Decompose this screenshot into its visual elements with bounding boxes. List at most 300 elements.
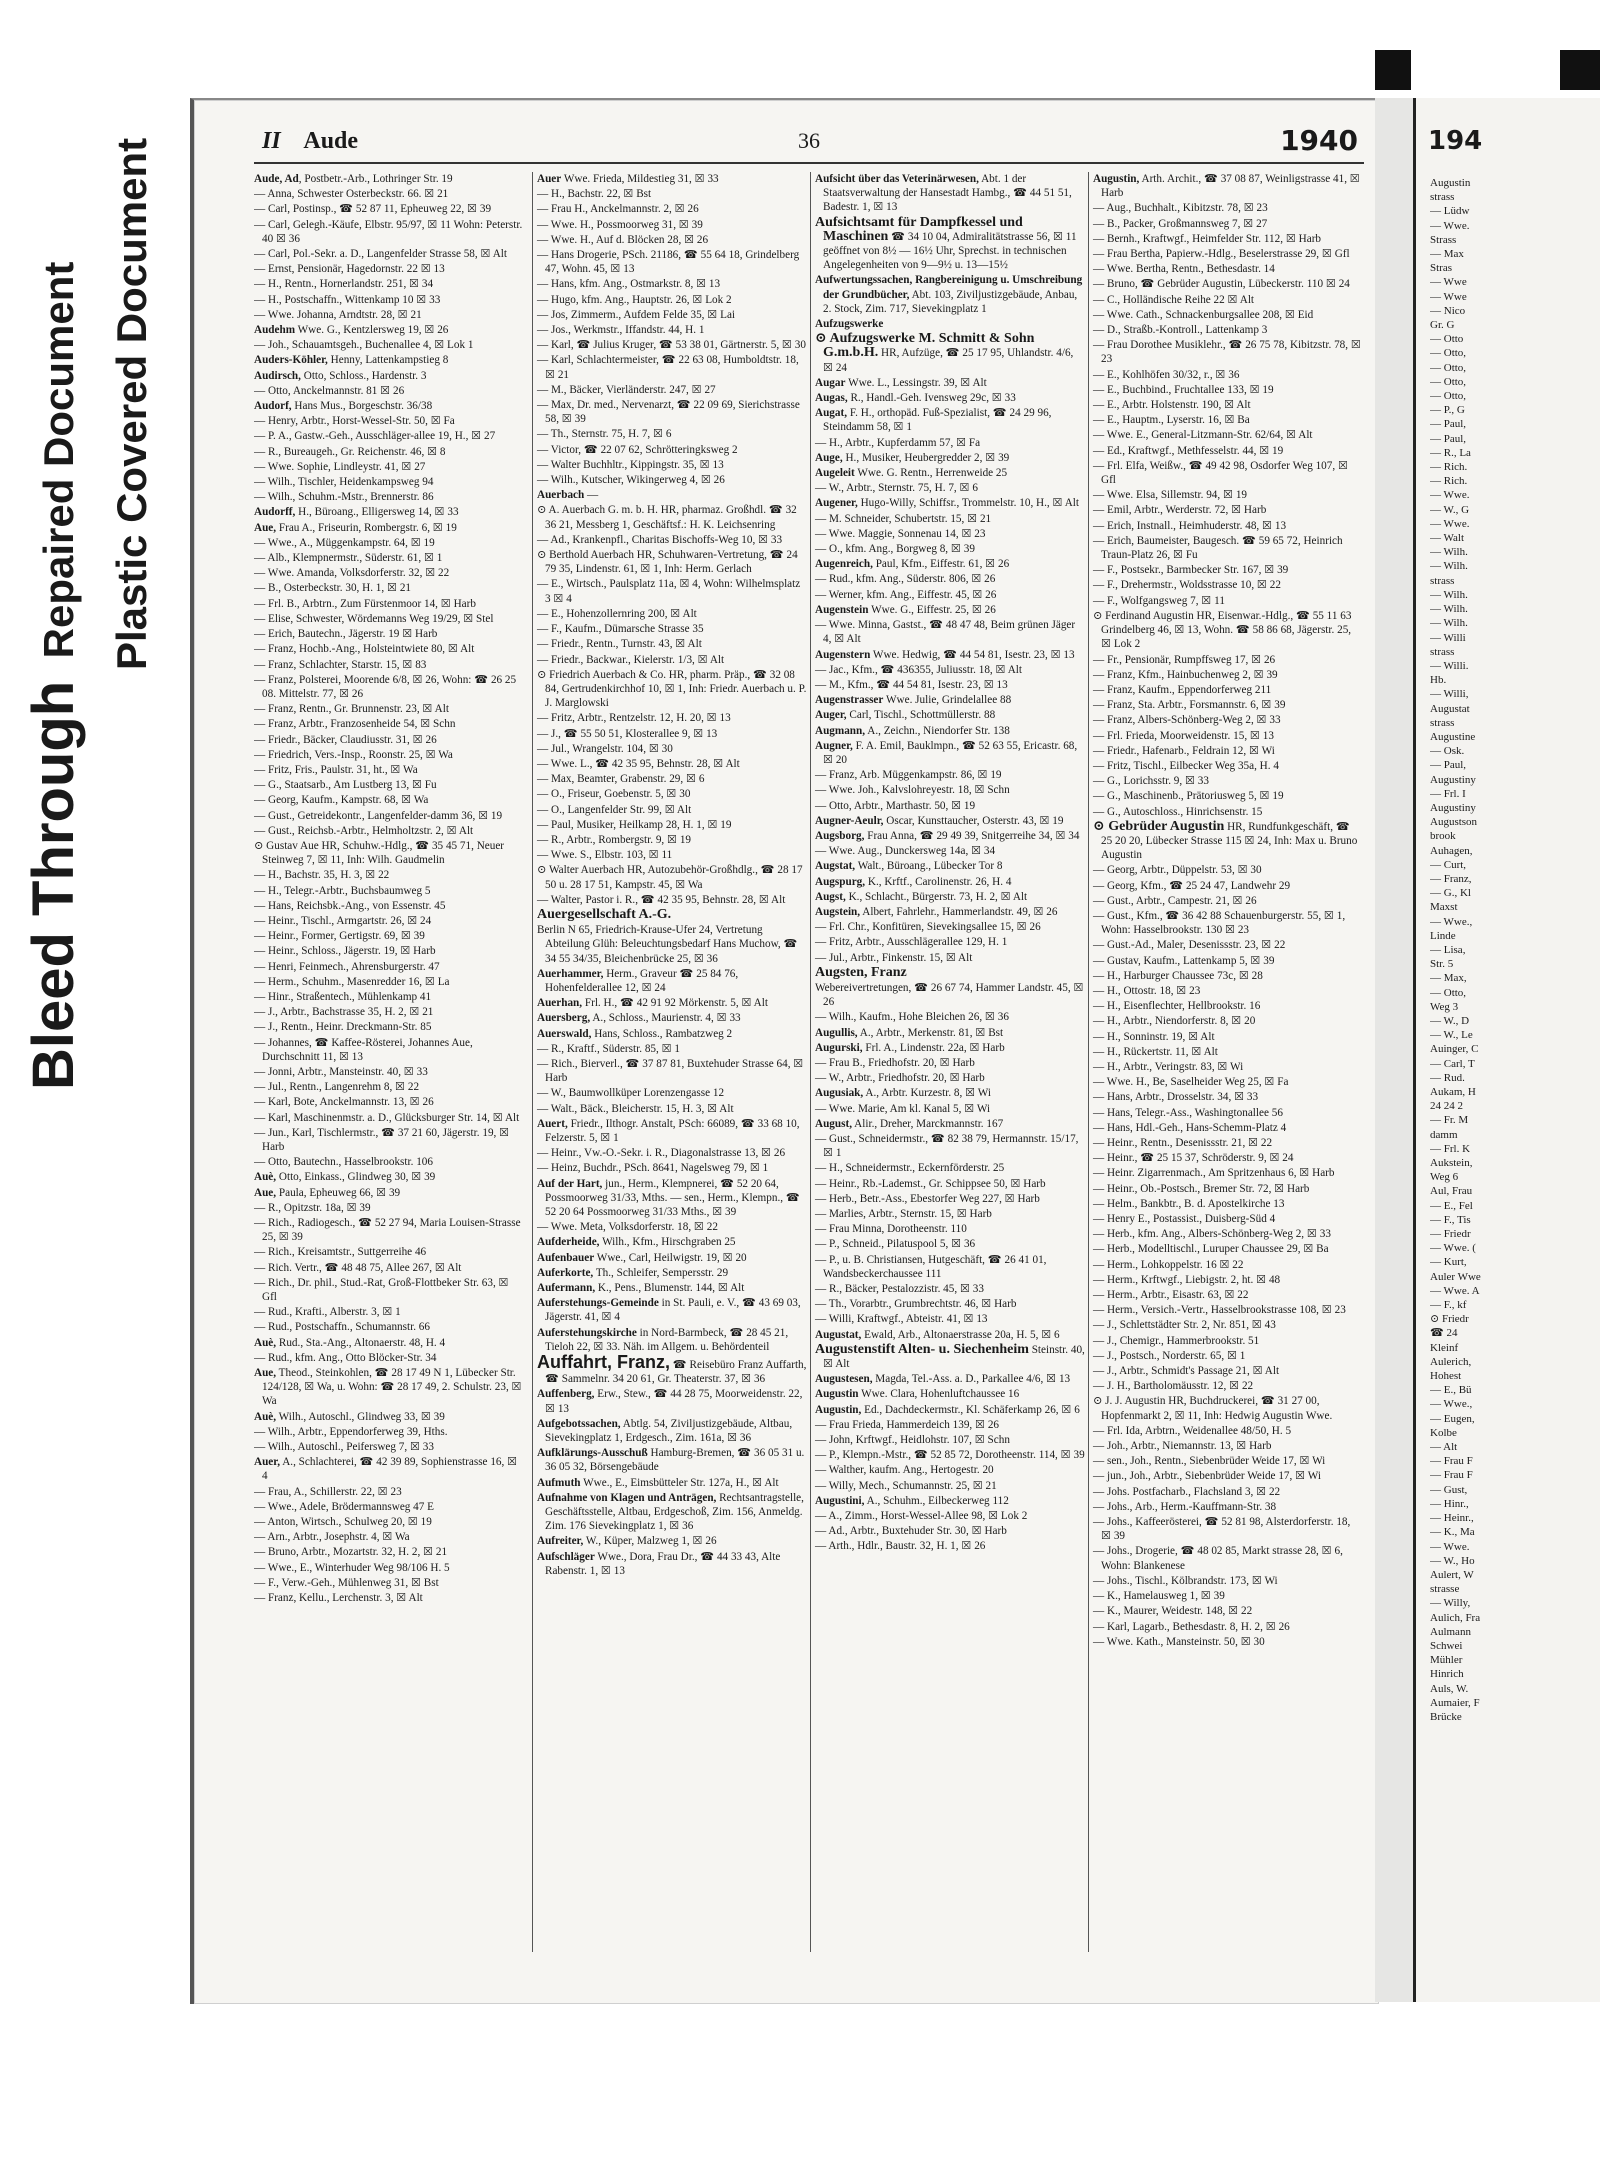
directory-entry: [254, 1245, 524, 1259]
entry-details: — Wwe. H., Be, Saselheider Weg 25, ☒ Fa: [1093, 1076, 1289, 1089]
directory-entry: [537, 233, 807, 247]
adjacent-page-line: Gr. G: [1430, 319, 1455, 332]
entry-details: — Th., Sternstr. 75, H. 7, ☒ 6: [537, 428, 672, 441]
entry-details: — J., Postsch., Norderstr. 65, ☒ 1: [1093, 1349, 1246, 1362]
adjacent-page-line: Augustat: [1430, 702, 1470, 715]
entry-details: — H., Bachstr. 22, ☒ Bst: [537, 188, 652, 201]
directory-entry: [815, 1132, 1085, 1160]
adjacent-page-line: Aukam, H: [1430, 1086, 1476, 1098]
entry-details: — Wwe. Joh., Kalvslohreyestr. 18, ☒ Schn: [815, 784, 1010, 797]
entry-details: — F., Verw.-Geh., Mühlenweg 31, ☒ Bst: [254, 1576, 439, 1589]
directory-entry: [1093, 820, 1363, 863]
entry-surname: Augenstern: [815, 648, 871, 661]
entry-details: — Heinr., ☎ 25 15 37, Schröderstr. 9, ☒ 24: [1093, 1152, 1294, 1165]
adjacent-page-line: Brücke: [1430, 1710, 1462, 1723]
entry-details: — W., Arbtr., Sternstr. 75, H. 7, ☒ 6: [815, 482, 978, 495]
directory-entry: [815, 1494, 1085, 1508]
directory-entry: [1093, 1151, 1363, 1165]
entry-details: — Rud., Postschaffn., Schumannstr. 66: [254, 1321, 430, 1334]
adjacent-page-line: — W., D: [1430, 1014, 1470, 1027]
entry-surname: Augsborg,: [815, 829, 865, 842]
directory-entry: [254, 551, 524, 565]
entry-details: HR, Aufzüge, ☎ 25 17 95, Uhlandstr. 4/6, ☒ 24: [823, 347, 1074, 374]
directory-entry: [1093, 1273, 1363, 1287]
entry-details: Wwe. L., Lessingstr. 39, ☒ Alt: [845, 376, 987, 389]
entry-details: A., Schuhm., Eilbeckerweg 112: [864, 1494, 1009, 1507]
directory-entry: [254, 1261, 524, 1275]
entry-details: Wwe. Julie, Grindelallee 88: [883, 694, 1012, 707]
directory-entry: [1093, 1604, 1363, 1618]
directory-entry: [1093, 894, 1363, 908]
entry-details: A., Zeichn., Niendorfer Str. 138: [865, 724, 1010, 737]
entry-details: — Ed., Kraftwgf., Methfesselstr. 44, ☒ 19: [1093, 444, 1284, 457]
entry-details: Wilh., Autoschl., Glindweg 33, ☒ 39: [276, 1410, 445, 1423]
entry-details: — Hans, Reichsbk.-Ang., von Essenstr. 45: [254, 899, 446, 912]
entry-surname: Augstat,: [815, 860, 856, 873]
directory-entry: [254, 308, 524, 322]
directory-entry: [815, 1343, 1085, 1371]
entry-details: — Wwe. L., ☎ 42 35 95, Behnstr. 28, ☒ Alt: [537, 757, 740, 770]
entry-surname: Augener,: [815, 497, 858, 510]
directory-entry: [537, 1057, 807, 1085]
entry-details: Wwe., E., Eimsbütteler Str. 127a, H., ☒ Alt: [580, 1476, 779, 1489]
entry-surname: Aufnahme von Klagen und Anträgen,: [537, 1491, 717, 1504]
directory-entry: [537, 488, 807, 502]
entry-details: Paula, Epheuweg 66, ☒ 39: [276, 1186, 401, 1199]
entry-details: — Joh., Schauamtsgeh., Buchenallee 4, ☒ Lok 1: [254, 339, 474, 352]
directory-entry: [254, 944, 524, 958]
entry-details: — Rich. Vertr., ☎ 48 48 75, Allee 267, ☒ Alt: [254, 1261, 462, 1274]
directory-entry: [815, 603, 1085, 617]
adjacent-page-line: strass: [1430, 645, 1455, 658]
directory-entry: [1093, 1242, 1363, 1256]
entry-details: — H., Bachstr. 35, H. 3, ☒ 22: [254, 869, 390, 882]
directory-entry: [254, 748, 524, 762]
adjacent-page-line: — W., Ho: [1430, 1554, 1475, 1567]
entry-details: Erw., Stew., ☎ 44 28 75, Moorweidenstr. 22, ☒ 13: [545, 1388, 803, 1415]
directory-entry: [815, 1418, 1085, 1432]
directory-entry: [254, 717, 524, 731]
directory-entry: [254, 172, 524, 186]
directory-entry: [1093, 1439, 1363, 1453]
directory-entry: [254, 597, 524, 611]
directory-entry: [537, 1417, 807, 1445]
entry-details: W., Küper, Malzweg 1, ☒ 26: [583, 1535, 717, 1548]
directory-entry: [254, 1305, 524, 1319]
page-header: [254, 122, 1364, 164]
entry-surname: Aufmuth: [537, 1476, 581, 1489]
entry-details: — Wwe. H., Possmoorweg 31, ☒ 39: [537, 218, 703, 231]
entry-details: — Gustav, Kaufm., Lattenkamp 5, ☒ 39: [1093, 954, 1275, 967]
entry-details: — Franz, Sta. Arbtr., Forsmannstr. 6, ☒ 39: [1093, 699, 1286, 712]
adjacent-page-line: — Paul,: [1430, 418, 1467, 431]
entry-details: — Fritz, Arbtr., Ausschlägerallee 129, H. 1: [815, 936, 1008, 949]
entry-details: — Henry E., Postassist., Duisberg-Süd 4: [1093, 1213, 1276, 1226]
entry-details: — Jul., Rentn., Langenrehm 8, ☒ 22: [254, 1081, 420, 1094]
entry-details: — Victor, ☎ 22 07 62, Schrötteringksweg 2: [537, 443, 738, 456]
entry-details: — Frl. B., Arbtrn., Zum Fürstenmoor 14, ☒ Harb: [254, 597, 476, 610]
header-year: 1940: [1280, 124, 1358, 157]
entry-details: — J., Rentn., Heinr. Dreckmann-Str. 85: [254, 1021, 432, 1034]
entry-details: — H., Arbtr., Veringstr. 83, ☒ Wi: [1093, 1060, 1244, 1073]
directory-entry: [1093, 1166, 1363, 1180]
directory-entry: [537, 1102, 807, 1116]
entry-details: — R., Bureaugeh., Gr. Reichenstr. 46, ☒ 8: [254, 445, 446, 458]
directory-entry: [815, 572, 1085, 586]
adjacent-page-line: Augustine: [1430, 730, 1476, 743]
adjacent-page-line: — Frl. I: [1430, 787, 1466, 800]
directory-column-4: [1088, 172, 1363, 1952]
directory-entry: [537, 187, 807, 201]
directory-entry: [815, 1312, 1085, 1326]
entry-details: — Henry, Arbtr., Horst-Wessel-Str. 50, ☒ Fa: [254, 415, 455, 428]
directory-entry: [815, 332, 1085, 375]
directory-entry: [254, 1276, 524, 1304]
entry-details: — John, Krftwgf., Heidlohstr. 107, ☒ Schn: [815, 1434, 1010, 1447]
directory-entry: [1093, 1288, 1363, 1302]
directory-columns: [254, 172, 1364, 1952]
entry-details: Oscar, Kunsttaucher, Osterstr. 43, ☒ 19: [883, 814, 1064, 827]
entry-details: — Karl, ☎ Julius Kruger, ☎ 53 38 01, Gärtnerstr. 5, ☒ 30: [537, 339, 806, 352]
directory-entry: [815, 693, 1085, 707]
entry-surname: Augustin,: [815, 1403, 862, 1416]
entry-details: , Postbetr.-Arb., Lothringer Str. 19: [298, 173, 453, 185]
directory-entry: [1093, 308, 1363, 322]
directory-entry: [254, 884, 524, 898]
entry-details: Otto, Einkass., Glindweg 30, ☒ 39: [276, 1171, 436, 1184]
entry-details: — Herm., Versich.-Vertr., Hasselbrookstrasse 108, ☒ 23: [1093, 1304, 1346, 1317]
directory-entry: [815, 1387, 1085, 1401]
entry-details: — Wwe., A., Müggenkampstr. 64, ☒ 19: [254, 536, 435, 549]
directory-entry: [1093, 201, 1363, 215]
entry-details: — Herm., Arbtr., Eisastr. 63, ☒ 22: [1093, 1289, 1249, 1302]
entry-details: Arth. Archit., ☎ 37 08 87, Weinligstrasse 41, ☒ Harb: [1101, 173, 1360, 200]
entry-details: — Fritz, Arbtr., Rentzelstr. 12, H. 20, ☒ 13: [537, 712, 731, 725]
directory-entry: [1093, 1212, 1363, 1226]
adjacent-page-line: Mühler: [1430, 1654, 1463, 1667]
directory-entry: [537, 1027, 807, 1041]
entry-details: — Helm., Bankbtr., B. d. Apostelkirche 13: [1093, 1197, 1285, 1210]
entry-details: — Carl, Pol.-Sekr. a. D., Langenfelder Strasse 58, ☒ Alt: [254, 248, 508, 261]
entry-details: — Wilh., Tischler, Heidenkampsweg 94: [254, 476, 434, 489]
entry-surname: Aue,: [254, 521, 277, 534]
directory-entry: [815, 783, 1085, 797]
book-gutter: [1375, 98, 1413, 2002]
directory-column-1: [254, 172, 524, 1952]
directory-entry: [815, 905, 1085, 919]
entry-details: — Wwe. Sophie, Lindleystr. 41, ☒ 27: [254, 460, 426, 473]
adjacent-page-line: — Otto,: [1430, 361, 1467, 374]
entry-details: — Fr., Pensionär, Rumpffsweg 17, ☒ 26: [1093, 653, 1276, 666]
adjacent-page-line: Aukstein,: [1430, 1157, 1473, 1170]
entry-details: — Bernh., Kraftwgf., Heimfelder Str. 112, ☒ Harb: [1093, 232, 1322, 245]
entry-surname: Auert,: [537, 1117, 568, 1130]
scan-edge-marker-right: [1560, 50, 1600, 90]
directory-entry: [815, 496, 1085, 510]
directory-entry: [1093, 774, 1363, 788]
entry-surname: Aufwertungssachen, Rangbereinigung u. Umschreibung der Grundbücher,: [815, 274, 1083, 301]
directory-entry: [537, 1146, 807, 1160]
directory-entry: [537, 1266, 807, 1280]
directory-entry: [254, 460, 524, 474]
directory-entry: [254, 1425, 524, 1439]
entry-surname: Auferstehungskirche: [537, 1326, 637, 1339]
entry-details: Steinstr. 40, ☒ Alt: [823, 1343, 1085, 1371]
directory-entry: [254, 1065, 524, 1079]
directory-entry: [1093, 1454, 1363, 1468]
adjacent-page-line: — Wwe.: [1430, 517, 1470, 530]
adjacent-page-line: — E., Bü: [1430, 1384, 1472, 1397]
directory-entry: [254, 1485, 524, 1499]
entry-details: — Wilh., Arbtr., Eppendorferweg 39, Hths.: [254, 1425, 448, 1438]
entry-details: — Friedr., Rentn., Turnstr. 43, ☒ Alt: [537, 638, 702, 651]
directory-entry: [1093, 1544, 1363, 1572]
entry-details: Wwe. G., Kentzlersweg 19, ☒ 26: [295, 324, 449, 337]
directory-entry: [815, 436, 1085, 450]
directory-entry: [1093, 668, 1363, 682]
directory-entry: [815, 844, 1085, 858]
entry-details: — Friedr., Hafenarb., Feldrain 12, ☒ Wi: [1093, 744, 1275, 757]
entry-details: ⊙ Walter Auerbach HR, Autozubehör-Großhdlg., ☎ 28 17 50 u. 28 17 51, Kampstr. 45, ☒ Wa: [537, 864, 803, 891]
entry-details: — Jos, Zimmerm., Aufdem Felde 35, ☒ Lai: [537, 308, 736, 321]
entry-details: — R., Opitzstr. 18a, ☒ 39: [254, 1201, 371, 1214]
entry-details: Wwe. G., Eiffestr. 25, ☒ 26: [868, 603, 996, 616]
entry-details: — Elise, Schwester, Wördemanns Weg 19/29, ☒ Stel: [254, 612, 494, 625]
entry-surname: Auge,: [815, 451, 843, 464]
directory-entry: [254, 353, 524, 367]
directory-entry: [254, 1320, 524, 1334]
entry-details: Walt., Büroang., Lübecker Tor 8: [855, 860, 1003, 873]
adjacent-page-line: — Lisa,: [1430, 943, 1466, 956]
entry-details: Henny, Lattenkampstieg 8: [327, 354, 449, 367]
adjacent-page-line: Linde: [1430, 929, 1456, 942]
entry-details: Otto, Schloss., Hardenstr. 3: [300, 369, 427, 382]
directory-entry: [537, 893, 807, 907]
directory-entry: [815, 981, 1085, 1009]
directory-entry: [1093, 503, 1363, 517]
entry-details: — Georg, Kaufm., Kampstr. 68, ☒ Wa: [254, 794, 429, 807]
directory-entry: [1093, 984, 1363, 998]
entry-details: Frl. A., Lindenstr. 22a, ☒ Harb: [862, 1041, 1005, 1054]
directory-entry: [815, 799, 1085, 813]
entry-surname: Auergesellschaft A.-G.: [537, 906, 672, 922]
directory-entry: [537, 996, 807, 1010]
adjacent-page-line: — Fr. M: [1430, 1114, 1469, 1127]
directory-entry: [815, 935, 1085, 949]
entry-details: — Franz, Arb. Müggenkampstr. 86, ☒ 19: [815, 769, 1002, 782]
adjacent-page-line: — Alt: [1430, 1441, 1458, 1454]
adjacent-page-lines: [1430, 176, 1600, 1956]
directory-entry: [815, 1448, 1085, 1462]
entry-details: — Otto, Arbtr., Marthastr. 50, ☒ 19: [815, 799, 976, 812]
entry-details: — Rich., Dr. phil., Stud.-Rat, Groß-Flottbeker Str. 63, ☒ Gfl: [254, 1276, 509, 1304]
directory-entry: [815, 216, 1085, 273]
entry-details: — Johs., Drogerie, ☎ 48 02 85, Markt strasse 28, ☒ 6, Wohn: Blankenese: [1093, 1545, 1343, 1572]
entry-surname: Audirsch,: [254, 369, 301, 382]
entry-details: — Karl, Lagarb., Bethesdastr. 8, H. 2, ☒ 26: [1093, 1620, 1290, 1633]
directory-entry: [815, 966, 1085, 980]
adjacent-page-line: — Wwe. A: [1430, 1284, 1480, 1297]
entry-details: — G., Autoschloss., Hinrichsenstr. 15: [1093, 805, 1263, 818]
directory-entry: [537, 218, 807, 232]
directory-entry: [815, 1237, 1085, 1251]
entry-details: — Erich, Bautechn., Jägerstr. 19 ☒ Harb: [254, 628, 438, 641]
entry-details: — Ad., Arbtr., Buxtehuder Str. 30, ☒ Harb: [815, 1525, 1007, 1538]
directory-entry: [1093, 698, 1363, 712]
directory-entry: [537, 908, 807, 922]
directory-entry: [537, 443, 807, 457]
directory-entry: [1093, 805, 1363, 819]
directory-entry: [815, 951, 1085, 965]
directory-entry: [815, 1539, 1085, 1553]
entry-details: — Rich., Radiogesch., ☎ 52 27 94, Maria Louisen-Strasse 25, ☒ 39: [254, 1217, 521, 1244]
directory-entry: [815, 1524, 1085, 1538]
entry-surname: Augeleit: [815, 467, 855, 480]
directory-column-2: [532, 172, 807, 1952]
directory-entry: [815, 376, 1085, 390]
entry-details: — Carl, Postinsp., ☎ 52 87 11, Epheuweg 22, ☒ 39: [254, 203, 492, 216]
entry-details: — K., Hamelausweg 1, ☒ 39: [1093, 1590, 1225, 1603]
directory-entry: [254, 868, 524, 882]
entry-details: H., Musiker, Heubergredder 2, ☒ 39: [842, 451, 1010, 464]
entry-details: — M. Schneider, Schubertstr. 15, ☒ 21: [815, 512, 992, 525]
adjacent-page-line: — Wwe.: [1430, 489, 1470, 502]
entry-details: — Hugo, kfm. Ang., Hauptstr. 26, ☒ Lok 2: [537, 293, 732, 306]
entry-details: ⊙ Berthold Auerbach HR, Schuhwaren-Vertretung, ☎ 24 79 35, Lindenstr. 61, ☒ 1, Inh: Herm. Gerlach: [537, 549, 798, 576]
directory-entry: [254, 778, 524, 792]
directory-entry: [254, 702, 524, 716]
entry-surname: Auersberg,: [537, 1012, 591, 1025]
entry-details: — Herb., Betr.-Ass., Ebestorfer Weg 227, ☒ Harb: [815, 1192, 1040, 1205]
directory-entry: [254, 990, 524, 1004]
directory-entry: [1093, 1318, 1363, 1332]
entry-details: — M., Bäcker, Vierländerstr. 247, ☒ 27: [537, 383, 716, 396]
directory-entry: [815, 1509, 1085, 1523]
directory-entry: [537, 398, 807, 426]
directory-entry: [815, 724, 1085, 738]
directory-entry: [1093, 1045, 1363, 1059]
adjacent-page-line: — Wilh.: [1430, 588, 1468, 601]
directory-entry: [1093, 969, 1363, 983]
entry-surname: Aufreiter,: [537, 1535, 584, 1548]
entry-details: — H., Rentn., Hornerlandstr. 251, ☒ 34: [254, 278, 434, 291]
directory-entry: [254, 1455, 524, 1483]
adjacent-page-line: — R., La: [1430, 446, 1471, 459]
directory-entry: [1093, 413, 1363, 427]
directory-entry: [1093, 1469, 1363, 1483]
entry-details: — Herb., kfm. Ang., Albers-Schönberg-Weg 2, ☒ 33: [1093, 1228, 1331, 1241]
entry-details: — F., Drehermstr., Woldsstrasse 10, ☒ 22: [1093, 579, 1281, 592]
entry-details: — Walter Buchhltr., Kippingstr. 35, ☒ 13: [537, 458, 724, 471]
directory-entry: [815, 172, 1085, 215]
entry-details: — G., Maschinenb., Prätoriusweg 5, ☒ 19: [1093, 790, 1284, 803]
directory-entry: [1093, 534, 1363, 562]
adjacent-page-line: Aulert, W: [1430, 1568, 1474, 1581]
directory-entry: [1093, 519, 1363, 533]
directory-entry: [254, 1591, 524, 1605]
entry-details: — Friedrich, Vers.-Insp., Roonstr. 25, ☒ Wa: [254, 748, 453, 761]
directory-entry: [537, 577, 807, 605]
directory-entry: [815, 739, 1085, 767]
scanned-directory-page: [190, 98, 1379, 2004]
directory-entry: [1093, 1574, 1363, 1588]
directory-entry: [537, 1042, 807, 1056]
entry-details: Alir., Dreher, Marckmannstr. 167: [852, 1117, 1004, 1130]
directory-entry: [1093, 954, 1363, 968]
adjacent-page-line: — Friedr: [1430, 1228, 1471, 1241]
entry-details: — Gust., Arbtr., Campestr. 21, ☒ 26: [1093, 894, 1257, 907]
directory-entry: [537, 1177, 807, 1220]
directory-entry: [537, 742, 807, 756]
entry-surname: Aufgebotssachen,: [537, 1417, 621, 1430]
directory-entry: [815, 1102, 1085, 1116]
entry-details: — Max, Dr. med., Nervenarzt, ☎ 22 09 69, Sierichstrasse 58, ☒ 39: [537, 399, 800, 426]
entry-details: — Hans Drogerie, PSch. 21186, ☎ 55 64 18, Grindelberg 47, Wohn. 45, ☒ 13: [537, 249, 800, 276]
adjacent-page-line: — Wwe: [1430, 276, 1467, 289]
directory-entry: [254, 445, 524, 459]
directory-entry: [254, 1336, 524, 1350]
entry-details: — Ad., Krankenpfl., Charitas Bischoffs-Weg 10, ☒ 33: [537, 533, 783, 546]
entry-details: — Rud., Krafti., Alberstr. 3, ☒ 1: [254, 1306, 401, 1319]
adjacent-page-line: strasse: [1430, 1583, 1460, 1596]
directory-entry: [1093, 323, 1363, 337]
directory-entry: [254, 1155, 524, 1169]
directory-entry: [1093, 217, 1363, 231]
directory-entry: [1093, 1060, 1363, 1074]
adjacent-page-line: — E., Fel: [1430, 1199, 1473, 1212]
directory-entry: [254, 1500, 524, 1514]
entry-surname: Auerhammer,: [537, 967, 604, 980]
entry-details: ☎ Reisebüro Franz Auffarth, ☎ Sammelnr. 34 20 61, Gr. Theaterstr. 37, ☒ 36: [545, 1359, 807, 1386]
entry-details: — Hans, Arbtr., Drosselstr. 34, ☒ 33: [1093, 1091, 1259, 1104]
entry-details: — Wwe. Marie, Am kl. Kanal 5, ☒ Wi: [815, 1102, 991, 1115]
entry-surname: Augst,: [815, 890, 846, 903]
directory-entry: [815, 391, 1085, 405]
directory-entry: [254, 1080, 524, 1094]
entry-details: — Hinr., Straßentech., Mühlenkamp 41: [254, 990, 432, 1003]
entry-surname: Aufenbauer: [537, 1251, 595, 1264]
directory-entry: [254, 1410, 524, 1424]
directory-entry: [1093, 1379, 1363, 1393]
adjacent-page-line: Augustiny: [1430, 773, 1476, 786]
directory-entry: [537, 1491, 807, 1534]
adjacent-page-line: — Walt: [1430, 532, 1465, 545]
directory-entry: [1093, 1182, 1363, 1196]
entry-details: — J. H., Bartholomäusstr. 12, ☒ 22: [1093, 1380, 1254, 1393]
adjacent-page-line: — F., Tis: [1430, 1213, 1471, 1226]
entry-details: — Friedr., Backwar., Kielerstr. 1/3, ☒ Alt: [537, 653, 725, 666]
directory-entry: [815, 1177, 1085, 1191]
entry-details: — Franz, Rentn., Gr. Brunnenstr. 23, ☒ Alt: [254, 703, 449, 716]
entry-details: — H., Telegr.-Arbtr., Buchsbaumweg 5: [254, 884, 431, 897]
entry-surname: Auf der Hart,: [537, 1177, 603, 1190]
entry-details: — Otto, Anckelmannstr. 81 ☒ 26: [254, 384, 405, 397]
entry-details: Webereivertretungen, ☎ 26 67 74, Hammer Landstr. 45, ☒ 26: [815, 981, 1084, 1009]
entry-details: — A., Zimm., Horst-Wessel-Allee 98, ☒ Lok 2: [815, 1510, 1028, 1523]
entry-details: — H., Harburger Chaussee 73c, ☒ 28: [1093, 969, 1263, 982]
directory-entry: [1093, 1515, 1363, 1543]
entry-details: — Heinz, Buchdr., PSch. 8641, Nagelsweg 79, ☒ 1: [537, 1162, 769, 1175]
entry-details: — Wwe. Aug., Dunckersweg 14a, ☒ 34: [815, 845, 996, 858]
entry-surname: Audehm: [254, 324, 296, 337]
directory-entry: [1093, 1620, 1363, 1634]
entry-details: — R., Arbtr., Rombergstr. 9, ☒ 19: [537, 833, 692, 846]
adjacent-page-line: — Wwe.: [1430, 219, 1470, 232]
entry-details: — E., Buchbind., Fruchtallee 133, ☒ 19: [1093, 383, 1274, 396]
entry-details: Rechtsantragstelle, Geschäftsstelle, Altbau, Erdgeschoß, Zim. 156, Anmeldg. Zim. 176 Sievekingplatz 1, ☒ 36: [545, 1491, 804, 1533]
entry-details: — H., Rückertstr. 11, ☒ Alt: [1093, 1045, 1218, 1058]
directory-entry: [1093, 1485, 1363, 1499]
